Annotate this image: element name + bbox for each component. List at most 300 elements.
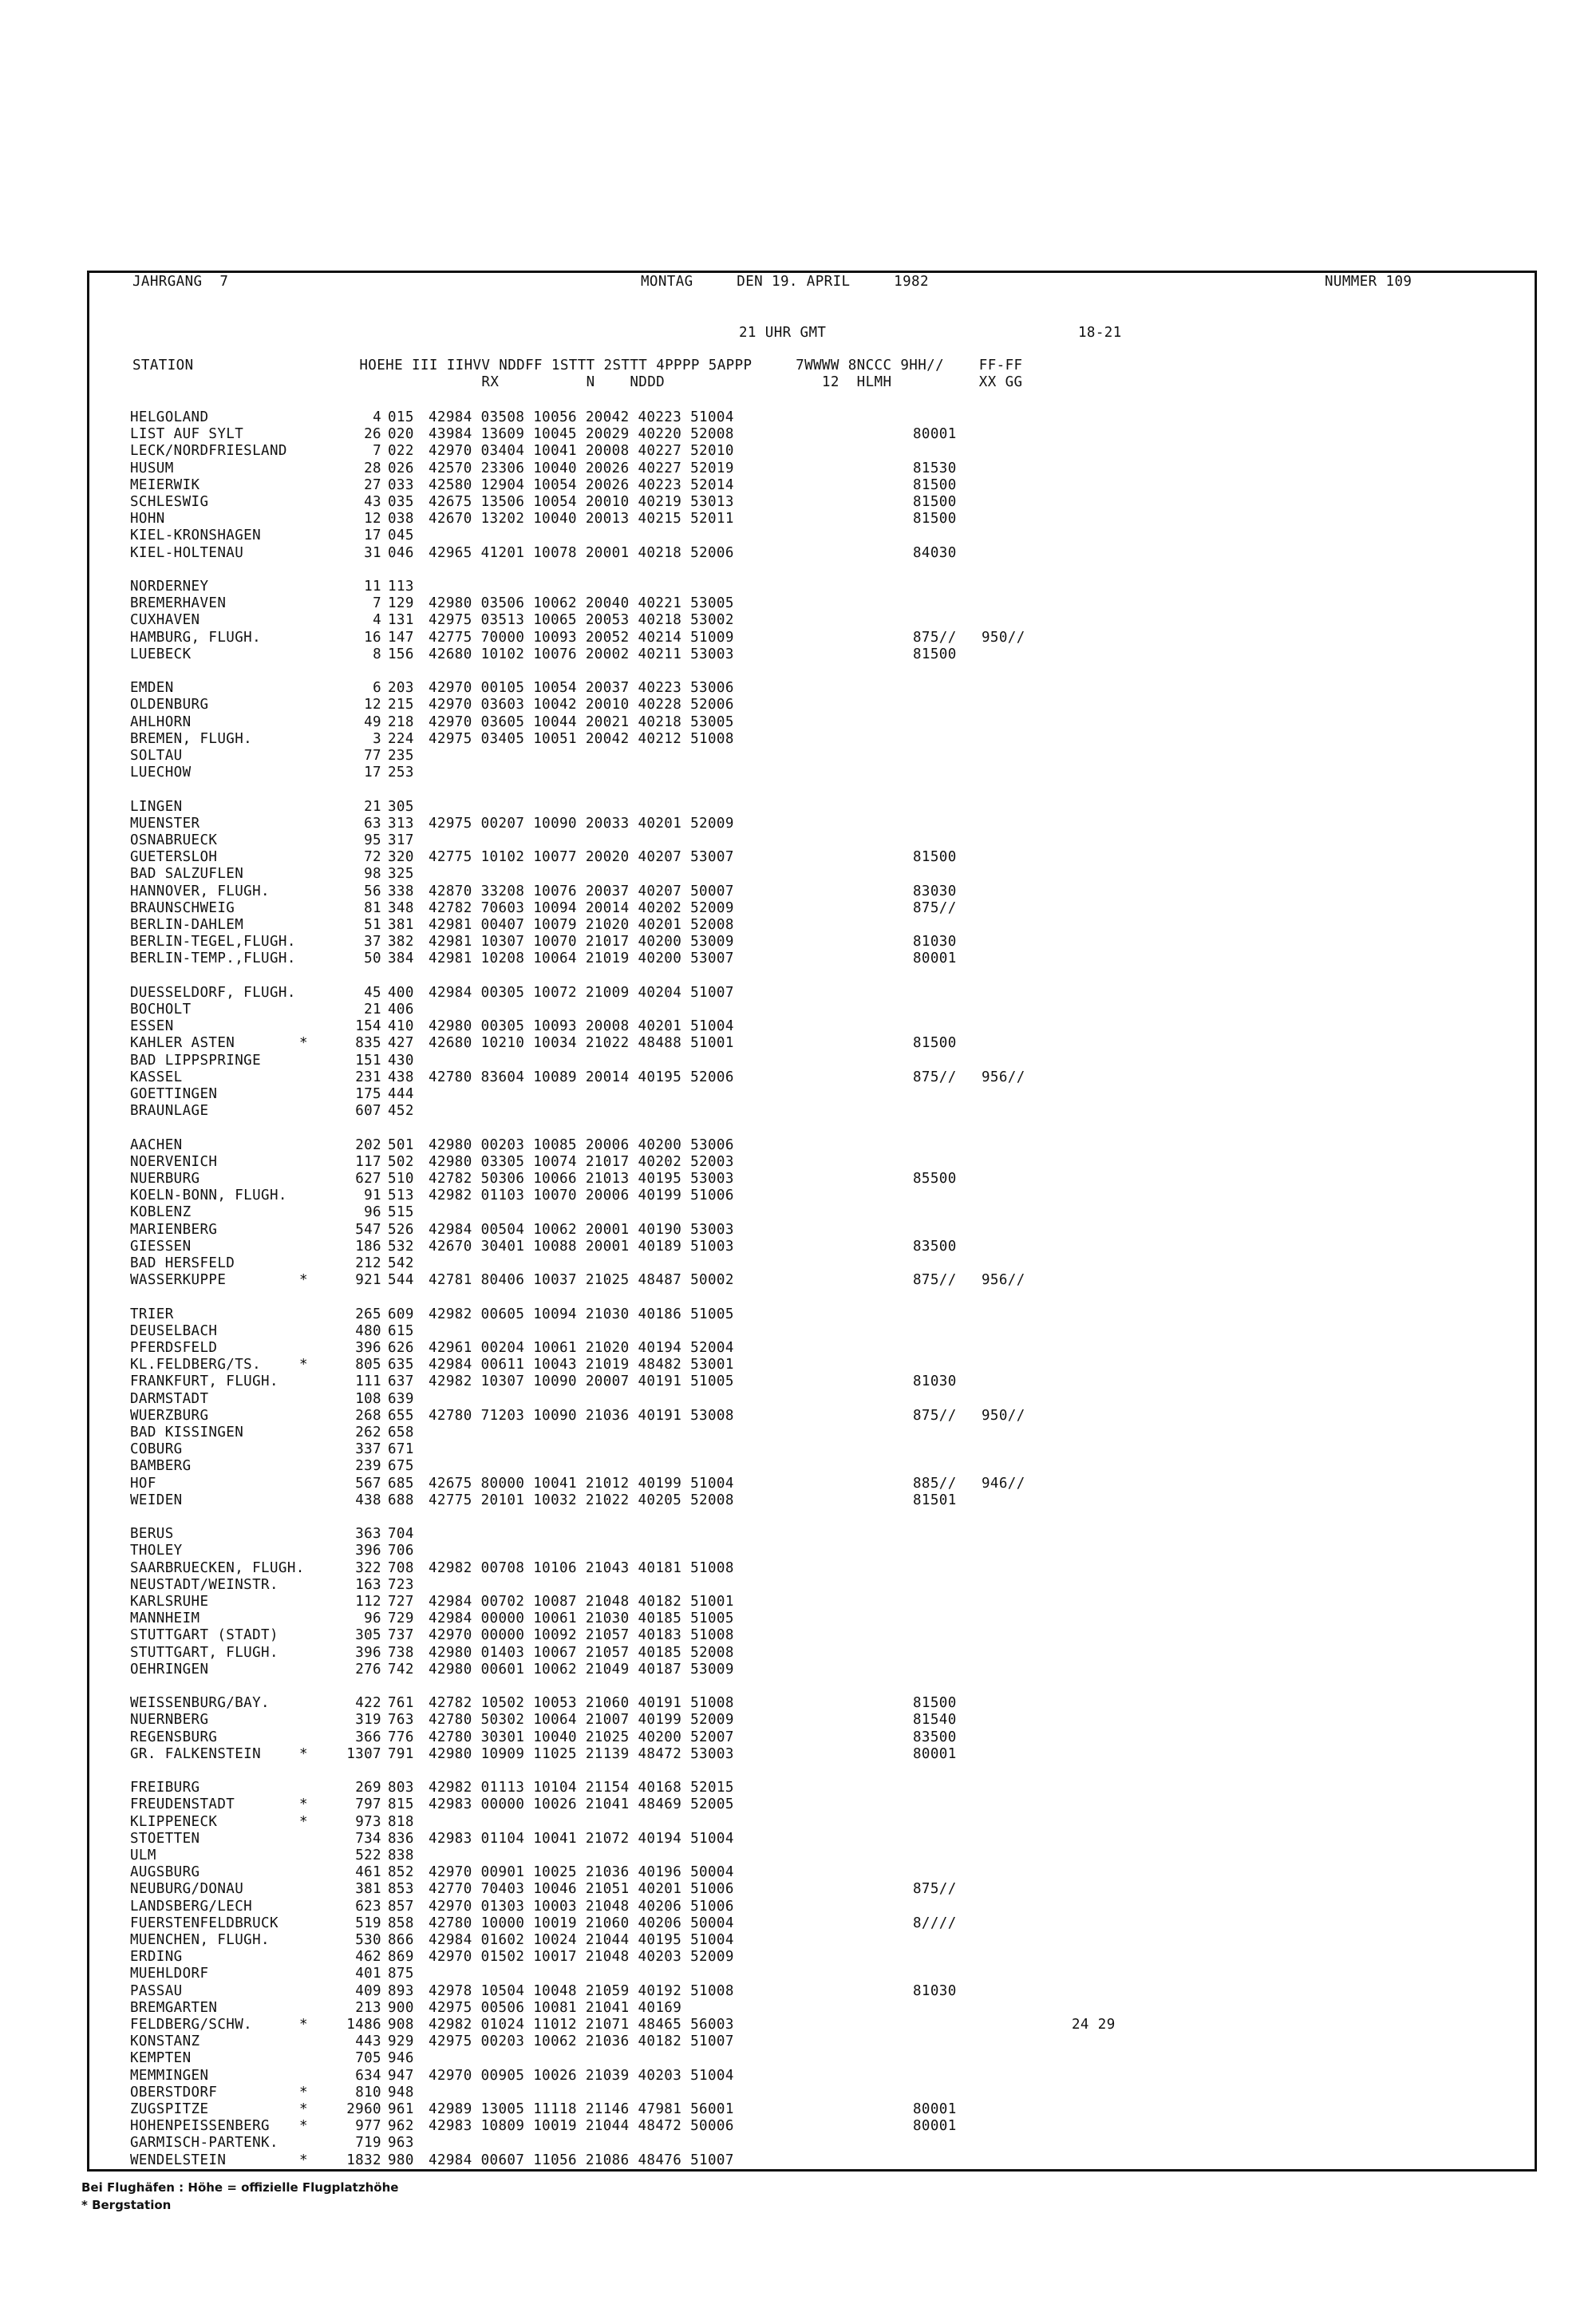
station-number: 156	[388, 646, 414, 662]
station-number: 020	[388, 426, 414, 442]
station-name: BREMEN, FLUGH.	[130, 731, 253, 747]
observation-groups: 42970 00905 10026 21039 40203 51004	[429, 2068, 734, 2084]
cloud-group: 80001	[913, 2101, 957, 2117]
station-name: MANNHEIM	[130, 1610, 200, 1626]
station-height: 269	[355, 1780, 381, 1796]
station-height: 268	[355, 1408, 381, 1424]
cloud-group: 84030	[913, 545, 957, 561]
station-number: 626	[388, 1340, 414, 1356]
cloud-group: 80001	[913, 426, 957, 442]
station-name: BRAUNSCHWEIG	[130, 900, 235, 916]
station-height: 45	[364, 985, 381, 1001]
station-height: 519	[355, 1915, 381, 1931]
station-number: 427	[388, 1035, 414, 1051]
station-number: 947	[388, 2068, 414, 2084]
station-height: 16	[364, 630, 381, 646]
station-name: LINGEN	[130, 799, 183, 815]
station-height: 1832	[346, 2152, 381, 2168]
observation-period: 18-21	[1078, 325, 1122, 341]
station-name: GR. FALKENSTEIN	[130, 1746, 262, 1762]
station-number: 452	[388, 1103, 414, 1119]
station-name: COBURG	[130, 1441, 183, 1457]
station-height: 49	[364, 714, 381, 730]
observation-groups: 42980 10909 11025 21139 48472 53003	[429, 1746, 734, 1762]
station-name: FELDBERG/SCHW.	[130, 2017, 253, 2033]
cloud-group: 83030	[913, 883, 957, 899]
station-height: 705	[355, 2050, 381, 2066]
station-height: 973	[355, 1814, 381, 1830]
station-number: 502	[388, 1154, 414, 1170]
station-height: 112	[355, 1594, 381, 1610]
station-number: 857	[388, 1899, 414, 1915]
station-name: MEIERWIK	[130, 477, 200, 493]
station-number: 609	[388, 1306, 414, 1322]
station-number: 688	[388, 1492, 414, 1508]
station-number: 875	[388, 1966, 414, 1982]
station-height: 28	[364, 460, 381, 476]
observation-time: 21 UHR GMT	[739, 325, 827, 341]
station-number: 866	[388, 1932, 414, 1948]
station-height: 921	[355, 1272, 381, 1288]
station-number: 203	[388, 680, 414, 696]
station-name: KAHLER ASTEN	[130, 1035, 235, 1051]
station-height: 480	[355, 1323, 381, 1339]
station-name: DUESSELDORF, FLUGH.	[130, 985, 296, 1001]
station-name: BERUS	[130, 1526, 174, 1542]
station-number: 045	[388, 528, 414, 543]
station-name: AUGSBURG	[130, 1864, 200, 1880]
station-number: 384	[388, 950, 414, 966]
station-number: 513	[388, 1188, 414, 1203]
station-number: 946	[388, 2050, 414, 2066]
observation-groups: 42782 50306 10066 21013 40195 53003	[429, 1171, 734, 1187]
station-height: 438	[355, 1492, 381, 1508]
station-height: 186	[355, 1239, 381, 1255]
observation-groups: 42975 00506 10081 21041 40169	[429, 2000, 682, 2016]
station-number: 129	[388, 595, 414, 611]
station-name: SCHLESWIG	[130, 494, 209, 510]
station-number: 671	[388, 1441, 414, 1457]
observation-groups: 42981 10208 10064 21019 40200 53007	[429, 950, 734, 966]
station-name: NEUBURG/DONAU	[130, 1881, 244, 1897]
cloud-group: 81500	[913, 477, 957, 493]
station-name: HOF	[130, 1476, 156, 1492]
station-height: 7	[373, 443, 381, 459]
station-height: 522	[355, 1848, 381, 1863]
station-height: 50	[364, 950, 381, 966]
station-name: PASSAU	[130, 1983, 183, 1999]
observation-groups: 42970 00000 10092 21057 40183 51008	[429, 1627, 734, 1643]
station-height: 151	[355, 1053, 381, 1069]
cloud-height-group: 956//	[982, 1272, 1025, 1288]
observation-groups: 42970 00901 10025 21036 40196 50004	[429, 1864, 734, 1880]
station-number: 382	[388, 934, 414, 950]
station-name: WUERZBURG	[130, 1408, 209, 1424]
station-number: 900	[388, 2000, 414, 2016]
station-name: KLIPPENECK	[130, 1814, 218, 1830]
station-number: 348	[388, 900, 414, 916]
observation-groups: 42670 13202 10040 20013 40215 52011	[429, 511, 734, 527]
station-name: MEMMINGEN	[130, 2068, 209, 2084]
station-name: ERDING	[130, 1949, 183, 1965]
station-number: 763	[388, 1712, 414, 1728]
observation-groups: 42970 00105 10054 20037 40223 53006	[429, 680, 734, 696]
station-height: 43	[364, 494, 381, 510]
cloud-group: 81501	[913, 1492, 957, 1508]
mountain-marker: *	[299, 1796, 308, 1812]
observation-groups: 42775 10102 10077 20020 40207 53007	[429, 849, 734, 865]
station-height: 17	[364, 765, 381, 781]
station-number: 015	[388, 409, 414, 425]
station-name: KIEL-HOLTENAU	[130, 545, 244, 561]
station-height: 396	[355, 1543, 381, 1559]
observation-groups: 42982 10307 10090 20007 40191 51005	[429, 1373, 734, 1389]
station-height: 213	[355, 2000, 381, 2016]
station-name: LIST AUF SYLT	[130, 426, 244, 442]
observation-groups: 42984 00611 10043 21019 48482 53001	[429, 1357, 734, 1373]
observation-groups: 42680 10102 10076 20002 40211 53003	[429, 646, 734, 662]
observation-groups: 42670 30401 10088 20001 40189 51003	[429, 1239, 734, 1255]
station-name: TRIER	[130, 1306, 174, 1322]
station-height: 363	[355, 1526, 381, 1542]
wind-gust-group: 24 29	[1072, 2017, 1116, 2033]
station-number: 948	[388, 2085, 414, 2100]
observation-groups: 42980 03506 10062 20040 40221 53005	[429, 595, 734, 611]
observation-groups: 42975 00203 10062 21036 40182 51007	[429, 2033, 734, 2049]
station-number: 852	[388, 1864, 414, 1880]
cloud-group: 875//	[913, 900, 957, 916]
station-name: GARMISCH-PARTENK.	[130, 2135, 279, 2151]
station-height: 37	[364, 934, 381, 950]
station-name: BAD SALZUFLEN	[130, 866, 244, 882]
station-name: FREUDENSTADT	[130, 1796, 235, 1812]
station-height: 1486	[346, 2017, 381, 2033]
station-name: WASSERKUPPE	[130, 1272, 227, 1288]
cloud-group: 81500	[913, 494, 957, 510]
station-number: 615	[388, 1323, 414, 1339]
station-number: 655	[388, 1408, 414, 1424]
station-number: 858	[388, 1915, 414, 1931]
station-number: 325	[388, 866, 414, 882]
cloud-group: 81500	[913, 646, 957, 662]
station-name: MUENCHEN, FLUGH.	[130, 1932, 270, 1948]
station-height: 96	[364, 1204, 381, 1220]
observation-groups: 42984 03508 10056 20042 40223 51004	[429, 409, 734, 425]
station-height: 322	[355, 1560, 381, 1576]
observation-groups: 42975 03513 10065 20053 40218 53002	[429, 612, 734, 628]
station-name: STUTTGART, FLUGH.	[130, 1645, 279, 1661]
cloud-group: 85500	[913, 1171, 957, 1187]
station-height: 154	[355, 1018, 381, 1034]
station-number: 742	[388, 1662, 414, 1678]
observation-groups: 42989 13005 11118 21146 47981 56001	[429, 2101, 734, 2117]
station-number: 381	[388, 917, 414, 933]
station-height: 26	[364, 426, 381, 442]
station-name: BREMERHAVEN	[130, 595, 227, 611]
cloud-group: 8////	[913, 1915, 957, 1931]
station-number: 218	[388, 714, 414, 730]
table-frame	[87, 271, 1537, 2172]
station-number: 526	[388, 1222, 414, 1238]
station-name: ULM	[130, 1848, 156, 1863]
station-height: 77	[364, 748, 381, 764]
station-number: 761	[388, 1695, 414, 1711]
station-name: GUETERSLOH	[130, 849, 218, 865]
observation-groups: 42984 00607 11056 21086 48476 51007	[429, 2152, 734, 2168]
station-number: 962	[388, 2118, 414, 2134]
station-name: ZUGSPITZE	[130, 2101, 209, 2117]
station-name: BERLIN-DAHLEM	[130, 917, 244, 933]
station-number: 430	[388, 1053, 414, 1069]
observation-groups: 42983 10809 10019 21044 48472 50006	[429, 2118, 734, 2134]
observation-groups: 42780 83604 10089 20014 40195 52006	[429, 1069, 734, 1085]
station-height: 95	[364, 832, 381, 848]
station-number: 961	[388, 2101, 414, 2117]
cloud-group: 81500	[913, 1695, 957, 1711]
station-number: 147	[388, 630, 414, 646]
station-height: 202	[355, 1137, 381, 1153]
station-height: 21	[364, 1002, 381, 1018]
station-name: OBERSTDORF	[130, 2085, 218, 2100]
cloud-group: 80001	[913, 950, 957, 966]
station-height: 810	[355, 2085, 381, 2100]
station-name: LANDSBERG/LECH	[130, 1899, 253, 1915]
station-number: 542	[388, 1255, 414, 1271]
mountain-marker: *	[299, 1814, 308, 1830]
observation-groups: 42780 10000 10019 21060 40206 50004	[429, 1915, 734, 1931]
station-height: 117	[355, 1154, 381, 1170]
station-name: MUENSTER	[130, 816, 200, 832]
station-name: GOETTINGEN	[130, 1086, 218, 1102]
observation-groups: 42970 03404 10041 20008 40227 52010	[429, 443, 734, 459]
station-height: 381	[355, 1881, 381, 1897]
cloud-group: 81030	[913, 1373, 957, 1389]
observation-groups: 43984 13609 10045 20029 40220 52008	[429, 426, 734, 442]
observation-groups: 42984 00000 10061 21030 40185 51005	[429, 1610, 734, 1626]
observation-groups: 42781 80406 10037 21025 48487 50002	[429, 1272, 734, 1288]
cloud-height-group: 946//	[982, 1476, 1025, 1492]
station-name: KONSTANZ	[130, 2033, 200, 2049]
observation-groups: 42970 03605 10044 20021 40218 53005	[429, 714, 734, 730]
station-name: REGENSBURG	[130, 1729, 218, 1745]
cloud-height-group: 956//	[982, 1069, 1025, 1085]
station-name: KIEL-KRONSHAGEN	[130, 528, 262, 543]
station-number: 131	[388, 612, 414, 628]
footnote-mountain-station: * Bergstation	[81, 2198, 172, 2212]
station-number: 235	[388, 748, 414, 764]
observation-groups: 42984 00504 10062 20001 40190 53003	[429, 1222, 734, 1238]
observation-groups: 42984 00702 10087 21048 40182 51001	[429, 1594, 734, 1610]
station-number: 738	[388, 1645, 414, 1661]
station-height: 337	[355, 1441, 381, 1457]
station-height: 4	[373, 409, 381, 425]
station-number: 818	[388, 1814, 414, 1830]
mountain-marker: *	[299, 1357, 308, 1373]
station-number: 635	[388, 1357, 414, 1373]
station-number: 215	[388, 697, 414, 713]
station-number: 963	[388, 2135, 414, 2151]
station-number: 908	[388, 2017, 414, 2033]
station-height: 634	[355, 2068, 381, 2084]
cloud-group: 875//	[913, 1408, 957, 1424]
station-number: 338	[388, 883, 414, 899]
station-height: 2960	[346, 2101, 381, 2117]
station-name: EMDEN	[130, 680, 174, 696]
station-name: BAD LIPPSPRINGE	[130, 1053, 262, 1069]
mountain-marker: *	[299, 2085, 308, 2100]
mountain-marker: *	[299, 2101, 308, 2117]
station-number: 317	[388, 832, 414, 848]
station-name: HELGOLAND	[130, 409, 209, 425]
station-number: 510	[388, 1171, 414, 1187]
station-number: 853	[388, 1881, 414, 1897]
station-name: KL.FELDBERG/TS.	[130, 1357, 262, 1373]
station-height: 627	[355, 1171, 381, 1187]
observation-groups: 42984 00305 10072 21009 40204 51007	[429, 985, 734, 1001]
column-headers-line2: RX N NDDD 12 HLMH XX GG	[132, 374, 1023, 390]
station-number: 400	[388, 985, 414, 1001]
station-name: NUERBURG	[130, 1171, 200, 1187]
cloud-group: 81030	[913, 934, 957, 950]
station-name: SAARBRUECKEN, FLUGH.	[130, 1560, 305, 1576]
station-height: 797	[355, 1796, 381, 1812]
observation-groups: 42965 41201 10078 20001 40218 52006	[429, 545, 734, 561]
station-height: 7	[373, 595, 381, 611]
station-height: 108	[355, 1391, 381, 1407]
observation-groups: 42680 10210 10034 21022 48488 51001	[429, 1035, 734, 1051]
station-name: BOCHOLT	[130, 1002, 192, 1018]
station-name: BAMBERG	[130, 1458, 192, 1474]
footnote-airport-height: Bei Flughäfen : Höhe = offizielle Flugplatzhöhe	[81, 2180, 399, 2195]
station-name: OEHRINGEN	[130, 1662, 209, 1678]
observation-groups: 42975 03405 10051 20042 40212 51008	[429, 731, 734, 747]
station-number: 113	[388, 579, 414, 595]
cloud-group: 81530	[913, 460, 957, 476]
column-headers-line1: STATION HOEHE III IIHVV NDDFF 1STTT 2STTT 4PPPP 5APPP 7WWWW 8NCCC 9HH// FF-FF	[132, 358, 1023, 373]
station-number: 532	[388, 1239, 414, 1255]
observation-groups: 42983 00000 10026 21041 48469 52005	[429, 1796, 734, 1812]
cloud-group: 83500	[913, 1729, 957, 1745]
station-name: ESSEN	[130, 1018, 174, 1034]
station-height: 4	[373, 612, 381, 628]
station-number: 444	[388, 1086, 414, 1102]
observation-groups: 42984 01602 10024 21044 40195 51004	[429, 1932, 734, 1948]
cloud-height-group: 950//	[982, 1408, 1025, 1424]
station-name: THOLEY	[130, 1543, 183, 1559]
station-name: AACHEN	[130, 1137, 183, 1153]
station-height: 409	[355, 1983, 381, 1999]
observation-groups: 42780 50302 10064 21007 40199 52009	[429, 1712, 734, 1728]
station-name: MUEHLDORF	[130, 1966, 209, 1982]
station-number: 313	[388, 816, 414, 832]
observation-groups: 42975 00207 10090 20033 40201 52009	[429, 816, 734, 832]
station-name: KOBLENZ	[130, 1204, 192, 1220]
station-number: 224	[388, 731, 414, 747]
station-name: GIESSEN	[130, 1239, 192, 1255]
station-height: 56	[364, 883, 381, 899]
observation-groups: 42782 70603 10094 20014 40202 52009	[429, 900, 734, 916]
cloud-group: 885//	[913, 1476, 957, 1492]
station-number: 022	[388, 443, 414, 459]
station-number: 438	[388, 1069, 414, 1085]
station-name: WENDELSTEIN	[130, 2152, 227, 2168]
station-name: PFERDSFELD	[130, 1340, 218, 1356]
station-number: 723	[388, 1577, 414, 1593]
station-number: 033	[388, 477, 414, 493]
station-height: 17	[364, 528, 381, 543]
station-height: 366	[355, 1729, 381, 1745]
observation-groups: 42580 12904 10054 20026 40223 52014	[429, 477, 734, 493]
station-number: 704	[388, 1526, 414, 1542]
station-name: HOHN	[130, 511, 165, 527]
station-height: 81	[364, 900, 381, 916]
observation-groups: 42978 10504 10048 21059 40192 51008	[429, 1983, 734, 1999]
station-name: BAD HERSFELD	[130, 1255, 235, 1271]
station-name: HOHENPEISSENBERG	[130, 2118, 270, 2134]
station-number: 410	[388, 1018, 414, 1034]
station-name: KASSEL	[130, 1069, 183, 1085]
station-height: 607	[355, 1103, 381, 1119]
station-number: 980	[388, 2152, 414, 2168]
station-number: 708	[388, 1560, 414, 1576]
station-height: 11	[364, 579, 381, 595]
station-height: 98	[364, 866, 381, 882]
station-number: 658	[388, 1425, 414, 1440]
station-number: 791	[388, 1746, 414, 1762]
issue-date: MONTAG DEN 19. APRIL 1982	[641, 274, 929, 290]
cloud-group: 875//	[913, 1881, 957, 1897]
station-height: 12	[364, 697, 381, 713]
station-name: FRANKFURT, FLUGH.	[130, 1373, 279, 1389]
station-name: FUERSTENFELDBRUCK	[130, 1915, 279, 1931]
station-height: 21	[364, 799, 381, 815]
station-height: 1307	[346, 1746, 381, 1762]
station-number: 406	[388, 1002, 414, 1018]
station-number: 515	[388, 1204, 414, 1220]
mountain-marker: *	[299, 1746, 308, 1762]
station-number: 544	[388, 1272, 414, 1288]
cloud-group: 81500	[913, 849, 957, 865]
station-number: 815	[388, 1796, 414, 1812]
station-number: 729	[388, 1610, 414, 1626]
observation-groups: 42770 70403 10046 21051 40201 51006	[429, 1881, 734, 1897]
station-height: 111	[355, 1373, 381, 1389]
observation-groups: 42981 00407 10079 21020 40201 52008	[429, 917, 734, 933]
station-name: WEIDEN	[130, 1492, 183, 1508]
station-height: 91	[364, 1188, 381, 1203]
station-name: OLDENBURG	[130, 697, 209, 713]
station-height: 319	[355, 1712, 381, 1728]
station-number: 501	[388, 1137, 414, 1153]
mountain-marker: *	[299, 1035, 308, 1051]
station-name: CUXHAVEN	[130, 612, 200, 628]
station-number: 305	[388, 799, 414, 815]
station-name: DEUSELBACH	[130, 1323, 218, 1339]
station-height: 12	[364, 511, 381, 527]
station-name: LUECHOW	[130, 765, 192, 781]
observation-groups: 42775 20101 10032 21022 40205 52008	[429, 1492, 734, 1508]
station-number: 038	[388, 511, 414, 527]
observation-groups: 42980 03305 10074 21017 40202 52003	[429, 1154, 734, 1170]
observation-groups: 42570 23306 10040 20026 40227 52019	[429, 460, 734, 476]
station-name: BRAUNLAGE	[130, 1103, 209, 1119]
station-name: KEMPTEN	[130, 2050, 192, 2066]
station-number: 685	[388, 1476, 414, 1492]
station-height: 72	[364, 849, 381, 865]
station-number: 727	[388, 1594, 414, 1610]
cloud-group: 875//	[913, 1272, 957, 1288]
observation-groups: 42982 01103 10070 20006 40199 51006	[429, 1188, 734, 1203]
